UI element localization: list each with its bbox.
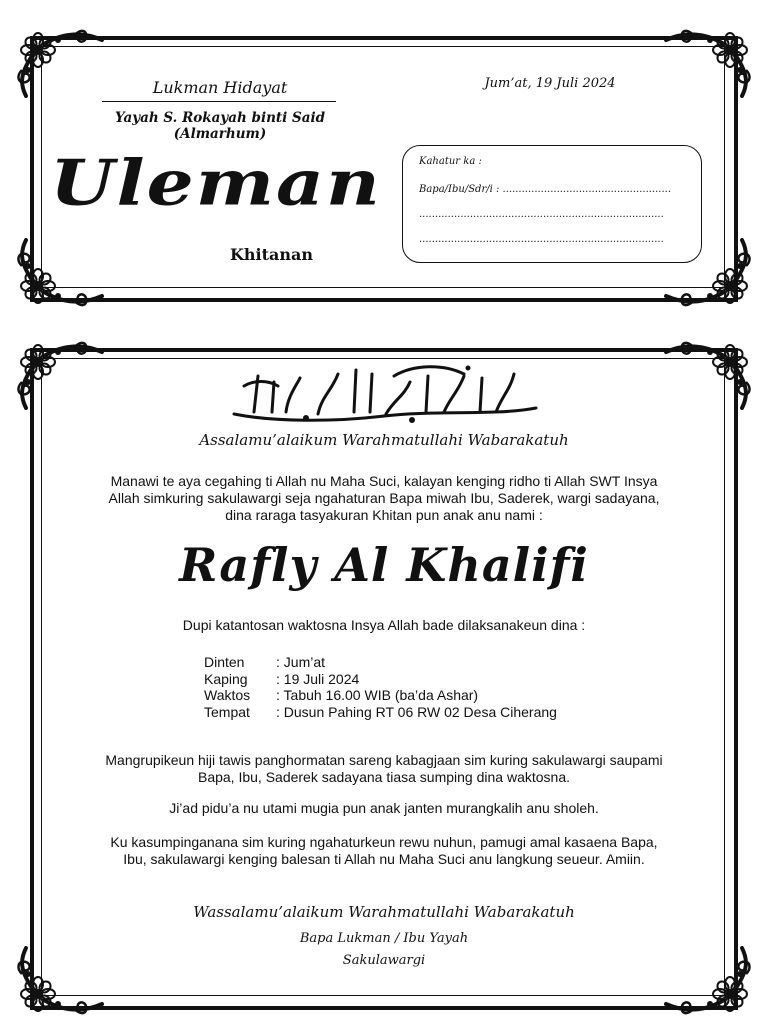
detail-value: : Jum’at bbox=[276, 654, 326, 670]
intro-paragraph bbox=[70, 473, 698, 524]
addressee-blank-line: ............................................................................. bbox=[419, 234, 664, 245]
intro-line: Allah simkuring sakulawargi seja ngahaturan Bapa miwah Ibu, Saderek, wargi sadayana, bbox=[108, 490, 660, 506]
detail-label: Tempat bbox=[204, 703, 250, 720]
closing-line: Ibu, sakulawargi kenging balesan ti Allah nu Maha Suci anu langkung seueur. Amiin. bbox=[123, 851, 645, 867]
detail-row-date bbox=[204, 671, 557, 688]
sender-names: Bapa Lukman / Ibu Yayah bbox=[299, 931, 469, 946]
closing-line: Bapa, Ibu, Saderek sadayana tiasa sumping dina waktosna. bbox=[197, 769, 571, 785]
closing-paragraph-prayer bbox=[70, 800, 698, 817]
closing-line: Mangrupikeun hiji tawis panghormatan sareng kabagjaan sim kuring sakulawargi saupami bbox=[105, 752, 663, 768]
intro-line: Manawi te aya cegahing ti Allah nu Maha Suci, kalayan kenging ridho ti Allah SWT Insya bbox=[110, 473, 658, 489]
cover-subtitle: Khitanan bbox=[230, 245, 314, 264]
detail-label: Dinten bbox=[204, 654, 245, 670]
opening-greeting: Assalamu’alaikum Warahmatullahi Wabarakatuh bbox=[199, 431, 569, 449]
closing-paragraph-thanks bbox=[70, 834, 698, 868]
cover-title: Uleman bbox=[50, 146, 382, 220]
detail-value: : Dusun Pahing RT 06 RW 02 Desa Ciherang bbox=[276, 703, 557, 720]
detail-row-day bbox=[204, 654, 557, 671]
intro-line: dina raraga tasyakuran Khitan pun anak anu nami : bbox=[225, 507, 543, 523]
addressee-label: Kahatur ka : bbox=[419, 156, 482, 167]
addressee-blank-line: ............................................................................. bbox=[419, 209, 664, 220]
detail-value: : Tabuh 16.00 WIB (ba’da Ashar) bbox=[276, 687, 479, 703]
detail-row-place bbox=[204, 704, 557, 721]
closing-line: Ji’ad pidu’a nu utami mugia pun anak janten murangkalih anu sholeh. bbox=[169, 800, 599, 816]
closing-paragraph-hope bbox=[70, 752, 698, 786]
closing-salutation: Wassalamu’alaikum Warahmatullahi Wabarakatuh bbox=[193, 903, 575, 921]
event-intro: Dupi katantosan waktosna Insya Allah bade dilaksanakeun dina : bbox=[182, 617, 586, 633]
sender-family: Sakulawargi bbox=[342, 953, 426, 968]
addressee-recipient-line: Bapa/Ibu/Sdr/i : ..................................................... bbox=[419, 184, 672, 195]
ornament-icon bbox=[14, 338, 106, 410]
host-name: Lukman Hidayat bbox=[152, 78, 288, 97]
detail-value: : 19 Juli 2024 bbox=[276, 670, 360, 687]
bismillah-calligraphy-icon bbox=[214, 356, 554, 428]
detail-row-time bbox=[204, 687, 557, 704]
child-name: Rafly Al Khalifi bbox=[179, 538, 589, 592]
event-details bbox=[204, 654, 557, 720]
host-parents: Yayah S. Rokayah binti Said (Almarhum) bbox=[114, 110, 326, 142]
event-date: Jum’at, 19 Juli 2024 bbox=[484, 76, 616, 91]
closing-line: Ku kasumpinganana sim kuring ngahaturkeun rewu nuhun, pamugi amal kasaena Bapa, bbox=[110, 834, 658, 850]
ornament-icon bbox=[662, 338, 754, 410]
detail-label: Kaping bbox=[204, 670, 248, 687]
detail-label: Waktos bbox=[204, 687, 251, 703]
